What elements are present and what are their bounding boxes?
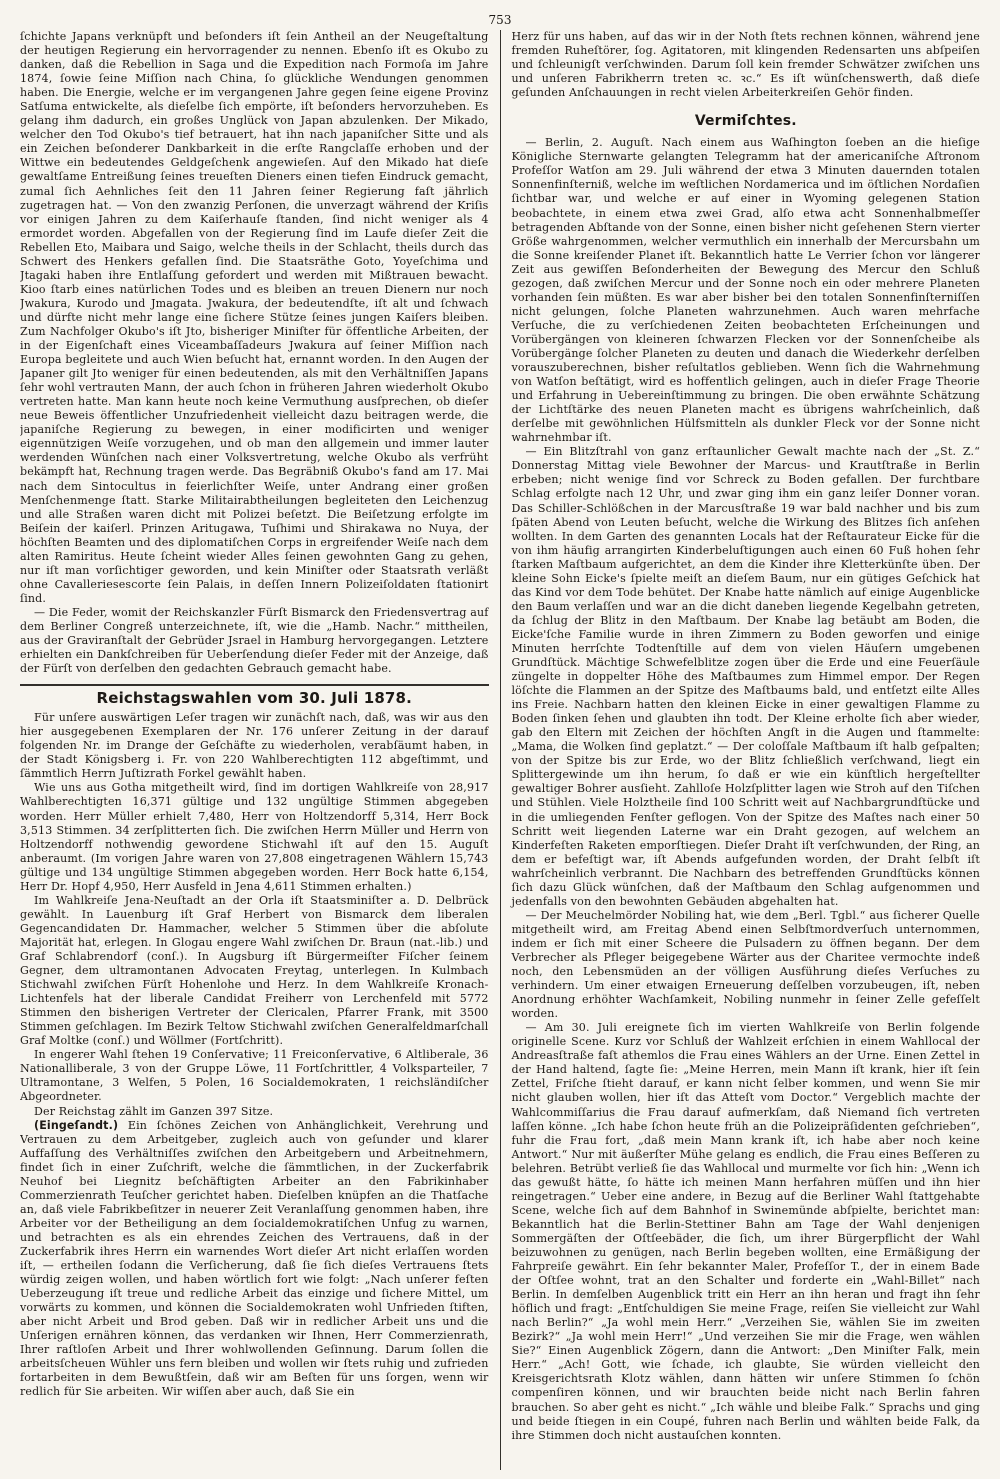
eingesandt-continuation-paragraph: Herz für uns haben, auf das wir in der Noth ſtets rechnen können, während jene fremden Ruheſtörer, ſog. Agitatoren, mit klingenden Redensarten uns abſpeiſen und ſchleunigſt verſchwinden. Darum ſoll kein fremder Schwätzer zwiſchen uns und unſeren Fabrikherrn treten ꝛc. ꝛc.“ Es iſt wünſchenswerth, daß dieſe geſunden Anſchauungen in recht vielen Arbeiterkreiſen Gehör finden. (511, 30, 980, 100)
reichstag-elections-heading: Reichstagswahlen vom 30. Juli 1878. (20, 684, 489, 705)
eingesandt-paragraph (20, 1119, 489, 1400)
lightning-paragraph: — Ein Blitzſtrahl von ganz erſtaunlicher Gewalt machte nach der „St. Z.“ Donnerstag Mittag viele Bewohner der Marcus- und Krautſtraße in Berlin erbeben; nicht wenige ſind vor Schreck zu Boden gefallen. Der furchtbare Schlag erfolgte nach 12 Uhr, und zwar ging ihm ein ganz leiſer Donner voran. Das Schiller-Schlößchen in der Marcusſtraße 19 war bald nachher und bis zum ſpäten Abend von Leuten beſucht, welche die Wirkung des Blitzes ſich anſehen wollten. In dem Garten des genannten Locals hat der Reſtaurateur Eicke für die von ihm häufig arrangirten Kinderbeluſtigungen auch einen 60 Fuß hohen ſehr ſtarken Maſtbaum aufgerichtet, an dem die Kinder ihre Kletterkünſte üben. Der kleine Sohn Eicke's ſpielte meiſt an dieſem Baum, nur ein gütiges Geſchick hat das Kind vor dem Tode behütet. Der Knabe hatte nämlich auf einige Augenblicke den Baum verlaſſen und war an die dicht daneben liegende Kegelbahn getreten, da ſchlug der Blitz in den Maſtbaum. Der Knabe lag betäubt am Boden, die Eicke'ſche Familie wurde in ihren Zimmern zu Boden geworfen und einige Minuten herrſchte Todtenſtille auf dem von vielen Häuſern umgebenen Grundſtück. Mächtige Schwefelblitze zogen über die Erde und eine Feuerſäule züngelte in doppelter Höhe des Maſtbaumes zum Himmel empor. Der Regen löſchte die Flammen an der Spitze des Maſtbaums bald, und entſetzt eilte Alles ins Freie. Nachbarn hatten den kleinen Eicke in einer gewaltigen Flamme zu Boden ſinken ſehen und glaubten ihn todt. Der Kleine erholte ſich aber wieder, gab den Eltern mit Zeichen der höchſten Angſt in die Augen und ſtammelte: „Mama, die Wolken ſind geplatzt.“ — Der coloſſale Maſtbaum iſt halb geſpalten; von der Spitze bis zur Erde, wo der Blitz ſchließlich verſchwand, liegt ein Splittergewinde um ihn herum, ſo daß er wie ein künſtlich hergeſtellter gewaltiger Bohrer ausſieht. Zahlloſe Holzſplitter lagen wie Stroh auf den Tiſchen und Stühlen. Viele Holztheile ſind 100 Schritt weit auf Nachbargrundſtücke und in die umliegenden Fenſter geflogen. Von der Spitze des Maſtes nach einer 50 Schritt weit liegenden Laterne war ein Draht gezogen, auf welchem an Kinderfeſten Raketen emporſtiegen. Dieſer Draht iſt verſchwunden, der Ring, an dem er befeſtigt war, iſt Abends aufgefunden worden, der Draht ſelbſt iſt wahrſcheinlich verbrannt. Die Nachbarn des betreffenden Grundſtücks können ſich dazu Glück wünſchen, daß der Maſtbaum den Schlag aufgenommen und jedenfalls von den bewohnten Gebäuden abgehalten hat. (511, 445, 980, 908)
right-column (501, 30, 981, 1470)
constituency-results-paragraph: Im Wahlkreiſe Jena-Neuſtadt an der Orla iſt Staatsminiſter a. D. Delbrück gewählt. In Lauenburg iſt Graf Herbert von Bismarck dem liberalen Gegencandidaten Dr. Hammacher, welcher 5 Stimmen über die abſolute Majorität hat, erlegen. In Glogau engere Wahl zwiſchen Dr. Braun (nat.-lib.) und Graf Schlabrendorf (conſ.). In Augsburg iſt Bürgermeiſter Fiſcher ſeinem Gegner, dem ultramontanen Advocaten Freytag, unterlegen. In Kulmbach Stichwahl zwiſchen Fürſt Hohenlohe und Herz. In dem Wahlkreiſe Kronach-Lichtenfels hat der liberale Candidat Freiherr von Lerchenfeld mit 5772 Stimmen den bisherigen Vertreter der Clericalen, Pfarrer Frank, mit 3500 Stimmen geſchlagen. Im Bezirk Teltow Stichwahl zwiſchen Generalfeldmarſchall Graf Moltke (conſ.) und Wöllmer (Fortſchritt). (20, 893, 489, 1048)
berlin-star-paragraph: — Berlin, 2. Auguſt. Nach einem aus Waſhington ſoeben an die hieſige Königliche Sternwarte gelangten Telegramm hat der americaniſche Aſtronom Profeſſor Watſon am 29. Juli während der etwa 3 Minuten dauernden totalen Sonnenfinſterniß, welche im weſtlichen Nordamerica und im öſtlichen Nordaſien ſichtbar war, und welche er auf einer in Wyoming gelegenen Station beobachtete, in einem etwa zwei Grad, alſo etwa acht Sonnenhalbmeſſer betragenden Abſtande von der Sonne, einen bisher nicht geſehenen Stern vierter Größe wahrgenommen, welcher vermuthlich ein innerhalb der Mercursbahn um die Sonne kreiſender Planet iſt. Bekanntlich hatte Le Verrier ſchon vor längerer Zeit aus gewiſſen Beſonderheiten der Bewegung des Mercur den Schluß gezogen, daß zwiſchen Mercur und der Sonne noch ein oder mehrere Planeten vorhanden ſein müßten. Es war aber bisher bei den totalen Sonnenfinſterniſſen nicht gelungen, ſolche Planeten wahrzunehmen. Auch waren mehrfache Verſuche, die zu verſchiedenen Zeiten beobachteten Erſcheinungen und Vorübergängen von kleineren ſchwarzen Flecken vor der Sonnenſcheibe als Vorübergänge ſolcher Planeten zu deuten und danach die Wiederkehr derſelben vorauszuberechnen, bisher reſultatlos geblieben. Wenn ſich die Wahrnehmung von Watſon beſtätigt, wird es hoffentlich gelingen, auch in dieſer Frage Theorie und Erfahrung in Uebereinſtimmung zu bringen. Die oben erwähnte Schätzung der Lichtſtärke des neuen Planeten macht es übrigens wahrſcheinlich, daß derſelbe mit gewöhnlichen Hülfsmitteln als dunkler Fleck vor der Sonne nicht wahrnehmbar iſt. (511, 136, 980, 445)
text-columns (20, 30, 980, 1470)
gotha-paragraph: Wie uns aus Gotha mitgetheilt wird, ſind im dortigen Wahlkreiſe von 28,917 Wahlberechtigten 16,371 gültige und 132 ungültige Stimmen abgegeben worden. Herr Müller erhielt 7,480, Herr von Holtzendorff 5,314, Herr Bock 3,513 Stimmen. 34 zerſplitterten ſich. Die zwiſchen Herrn Müller und Herrn von Holtzendorff nothwendig gewordene Stichwahl iſt auf den 15. Auguſt anberaumt. (Im vorigen Jahre waren von 27,808 eingetragenen Wählern 15,743 gültige und 134 ungültige Stimmen abgegeben worden. Herr Bock hatte 6,154, Herr Dr. Hopf 4,950, Herr Ausfeld in Jena 4,611 Stimmen erhalten.) (20, 781, 489, 893)
reichstag-seats-paragraph: Der Reichstag zählt im Ganzen 397 Sitze. (34, 1104, 274, 1118)
vermischtes-heading: Vermiſchtes. (694, 113, 797, 130)
bismarck-pen-paragraph: — Die Feder, womit der Reichskanzler Fürſt Bismarck den Friedensvertrag auf dem Berliner Congreß unterzeichnete, iſt, wie die „Hamb. Nachr.“ mittheilen, aus der Graviranſtalt der Gebrüder Jsrael in Hamburg hervorgegangen. Letztere erhielten ein Dankſchreiben für Ueberſendung dieſer Feder mit der Anzeige, daß der Fürſt von derſelben den gedachten Gebrauch gemacht habe. (20, 605, 489, 676)
runoff-summary-paragraph: In engerer Wahl ſtehen 19 Conſervative; 11 Freiconſervative, 6 Altliberale, 36 Nationalliberale, 3 von der Gruppe Löwe, 11 Fortſchrittler, 4 Volksparteiler, 7 Ultramontane, 3 Welfen, 5 Polen, 16 Socialdemokraten, 1 reichsländiſcher Abgeordneter. (20, 1048, 489, 1104)
left-column (20, 30, 500, 1470)
koenigsberg-paragraph: Für unſere auswärtigen Leſer tragen wir zunächſt nach, daß, was wir aus den hier ausgegebenen Exemplaren der Nr. 176 unſerer Zeitung in der darauf folgenden Nr. im Drange der Geſchäfte zu wiederholen, verabſäumt haben, in der Stadt Königsberg i. Fr. von 220 Wahlberechtigten 112 abgeſtimmt, und ſämmtlich Herrn Juſtizrath Forkel gewählt haben. (20, 711, 489, 781)
page-number: 753 (488, 13, 512, 27)
okubo-article-paragraph: ſchichte Japans verknüpft und beſonders iſt ſein Antheil an der Neugeſtaltung der heutigen Regierung ein hervorragender zu nennen. Ebenſo iſt es Okubo zu danken, daß die Rebellion in Saga und die Expedition nach Formoſa im Jahre 1874, ſowie ſeine Miſſion nach China, ſo glückliche Wendungen genommen haben. Die Energie, welche er im vergangenen Jahre gegen ſeine eigene Provinz Satſuma entwickelte, als dieſelbe ſich empörte, iſt beſonders hervorzuheben. Es gelang ihm dadurch, ein großes Unglück von Japan abzulenken. Der Mikado, welcher den Tod Okubo's tief betrauert, hat ihn nach japaniſcher Sitte und als ein Zeichen beſonderer Dankbarkeit in die erſte Rangclaſſe erhoben und der Wittwe ein bedeutendes Geldgeſchenk angewieſen. Auf den Mikado hat dieſe gewaltſame Entreißung ſeines treueſten Dieners einen tiefen Eindruck gemacht, zumal ſich Aehnliches ſeit den 11 Jahren ſeiner Regierung faſt jährlich zugetragen hat. — Von den zwanzig Perſonen, die unverzagt während der Kriſis vor einigen Jahren zu dem Kaiſerhauſe ſtanden, ſind nicht weniger als 4 ermordet worden. Abgefallen von der Regierung ſind im Laufe dieſer Zeit die Rebellen Eto, Maibara und Saigo, welche theils in der Schlacht, theils durch das Schwert des Henkers gefallen ſind. Die Staatsräthe Goto, Yoyeſchima und Jtagaki haben ihre Entlaſſung gefordert und werden mit Mißtrauen bewacht. Kioo ſtarb eines natürlichen Todes und es bleiben an treuen Dienern nur noch Jwakura, Kurodo und Jmagata. Jwakura, der bedeutendſte, iſt alt und ſchwach und dürfte nicht mehr lange eine ſichere Stütze ſeines jungen Kaiſers bleiben. Zum Nachfolger Okubo's iſt Jto, bisheriger Miniſter für öffentliche Arbeiten, der in der Eigenſchaft eines Viceambaſſadeurs Jwakura auf ſeiner Miſſion nach Europa begleitete und auch Wien beſucht hat, ernannt worden. In den Augen der Japaner gilt Jto weniger für einen bedeutenden, als mit den Verhältniſſen Japans ſehr wohl vertrauten Mann, der auch ſchon in früheren Jahren wiederholt Okubo vertreten hatte. Man kann heute noch keine Vermuthung ausſprechen, ob dieſer neue Beweis öffentlicher Unzufriedenheit vielleicht dazu beitragen werde, die japaniſche Regierung zu bewegen, in einer modificirten und weniger eigennützigen Weiſe vorzugehen, und ob man den allgemein und immer lauter werdenden Wünſchen nach einer Volksvertretung, welche Okubo als verfrüht bekämpft hat, Rechnung tragen werde. Das Begräbniß Okubo's fand am 17. Mai nach dem Sintocultus in feierlichſter Weiſe, unter Andrang einer großen Menſchenmenge ſtatt. Starke Militairabtheilungen begleiteten den Leichenzug und alle Straßen waren dicht mit Polizei beſetzt. Die Beiſetzung erfolgte im Beiſein der kaiſerl. Prinzen Aritugawa, Tuſhimi und Shirakawa no Nuya, der höchſten Beamten und des diplomatiſchen Corps in ergreifender Weiſe nach dem alten Ramiritus. Heute ſcheint wieder Alles ſeinen gewohnten Gang zu gehen, nur iſt man vorſichtiger geworden, und kein Miniſter oder Staatsrath verläßt ohne Cavalleriesescorte ſein Palais, in deſſen Innern Polizeiſoldaten ſtationirt ſind. (20, 30, 489, 605)
eingesandt-label: (Eingeſandt.) (34, 1118, 119, 1132)
eingesandt-body: Ein ſchönes Zeichen von Anhänglichkeit, Verehrung und Vertrauen zu dem Arbeitgeber, zugleich auch von geſunder und klarer Auffaſſung des Verhältniſſes zwiſchen den Arbeitgebern und Arbeitnehmern, findet ſich in einer Zuſchrift, welche die ſämmtlichen, in der Zuckerfabrik Neuhof bei Liegnitz beſchäftigten Arbeiter an den Fabrikinhaber Commerzienrath Teuſcher gerichtet haben. Dieſelben knüpfen an die Thatſache an, daß viele Fabrikbeſitzer in neuerer Zeit Veranlaſſung genommen haben, ihre Arbeiter vor der Betheiligung an dem ſocialdemokratiſchen Unfug zu warnen, und betrachten es als ein ehrendes Zeichen des Vertrauens, daß in der Zuckerfabrik ihres Herrn ein warnendes Wort dieſer Art nicht erlaſſen worden iſt, — ertheilen ſodann die Verſicherung, daß ſie ſich dieſes Vertrauens ſtets würdig zeigen wollen, und haben wörtlich fort wie folgt: „Nach unſerer feſten Ueberzeugung iſt treue und redliche Arbeit das einzige und ſichere Mittel, um vorwärts zu kommen, und können die Socialdemokraten wohl Unfrieden ſtiften, aber nicht Arbeit und Brod geben. Daß wir in redlicher Arbeit uns und die Unſerigen ernähren können, das verdanken wir Ihnen, Herr Commerzienrath, Ihrer raſtloſen Arbeit und Ihrer wohlwollenden Geſinnung. Darum ſollen die arbeitsſcheuen Wühler uns fern bleiben und wollen wir ſtets ruhig und zufrieden fortarbeiten in dem Bewußtſein, daß wir am Beſten für uns ſorgen, wenn wir redlich für Sie arbeiten. Wir wiſſen aber auch, daß Sie ein (20, 1118, 489, 1399)
nobiling-paragraph: — Der Meuchelmörder Nobiling hat, wie dem „Berl. Tgbl.“ aus ſicherer Quelle mitgetheilt wird, am Freitag Abend einen Selbſtmordverſuch unternommen, indem er ſich mit einer Scheere die Pulsadern zu öffnen begann. Der dem Verbrecher als Pfleger beigegebene Wärter aus der Charitee vermochte indeß noch, den Lebensmüden an der völligen Ausführung dieſes Verſuches zu verhindern. Um einer etwaigen Erneuerung deſſelben vorzubeugen, iſt, neben Anordnung erhöhter Wachſamkeit, Nobiling nunmehr in ſeiner Zelle gefeſſelt worden. (511, 908, 980, 1021)
election-scene-paragraph: — Am 30. Juli ereignete ſich im vierten Wahlkreiſe von Berlin folgende originelle Scene. Kurz vor Schluß der Wahlzeit erſchien in einem Wahllocal der Andreasſtraße faſt athemlos die Frau eines Wählers an der Urne. Einen Zettel in der Hand haltend, ſagte ſie: „Meine Herren, mein Mann iſt krank, hier iſt ſein Zettel, Friſche ſtieht darauf, er kann nicht ſelber kommen, und wenn Sie mir nicht glauben wollen, hier iſt das Atteſt vom Doctor.“ Vergeblich machte der Wahlcommiſſarius die Frau darauf aufmerkſam, daß Niemand ſich vertreten laſſen könne. „Ich habe ſchon heute früh an die Polizeipräſidenten geſchrieben“, fuhr die Frau fort, „daß mein Mann krank iſt, ich habe aber noch keine Antwort.“ Nur mit äußerſter Mühe gelang es endlich, die Frau eines Beſſeren zu belehren. Betrübt verließ ſie das Wahllocal und murmelte vor ſich hin: „Wenn ich das gewußt hätte, ſo hätte ich meinen Mann herfahren müſſen und ihn hier reingetragen.“ Ueber eine andere, in Bezug auf die Berliner Wahl ſtattgehabte Scene, welche ſich auf dem Bahnhof in Swinemünde abſpielte, berichtet man: Bekanntlich hat die Berlin-Stettiner Bahn am Tage der Wahl denjenigen Sommergäſten der Oſtſeebäder, die ſich, um ihrer Bürgerpflicht der Wahl beizuwohnen zu genügen, nach Berlin begeben wollten, eine Ermäßigung der Fahrpreiſe gewährt. Ein ſehr bekannter Maler, Profeſſor T., der in einem Bade der Oſtſee wohnt, trat an den Schalter und forderte ein „Wahl-Billet“ nach Berlin. In demſelben Augenblick tritt ein Herr an ihn heran und fragt ihn ſehr höflich und fragt: „Entſchuldigen Sie meine Frage, reiſen Sie vielleicht zur Wahl nach Berlin?“ „Ja wohl mein Herr.“ „Verzeihen Sie, wählen Sie im zweiten Bezirk?“ „Ja wohl mein Herr!“ „Und verzeihen Sie mir die Frage, wen wählen Sie?“ Einen Augenblick Zögern, dann die Antwort: „Den Miniſter Falk, mein Herr.“ „Ach! Gott, wie ſchade, ich glaubte, Sie würden vielleicht den Kreisgerichtsrath Klotz wählen, dann hätten wir unſere Stimmen ſo ſchön compenſiren können, und wir brauchten beide nicht nach Berlin fahren brauchen. So aber geht es nicht.“ „Ich wähle und bleibe Falk.“ Sprachs und ging und beide ſtiegen in ein Coupé, fuhren nach Berlin und wählten beide Falk, da ihre Stimmen doch nicht austauſchen konnten. (511, 1021, 980, 1442)
